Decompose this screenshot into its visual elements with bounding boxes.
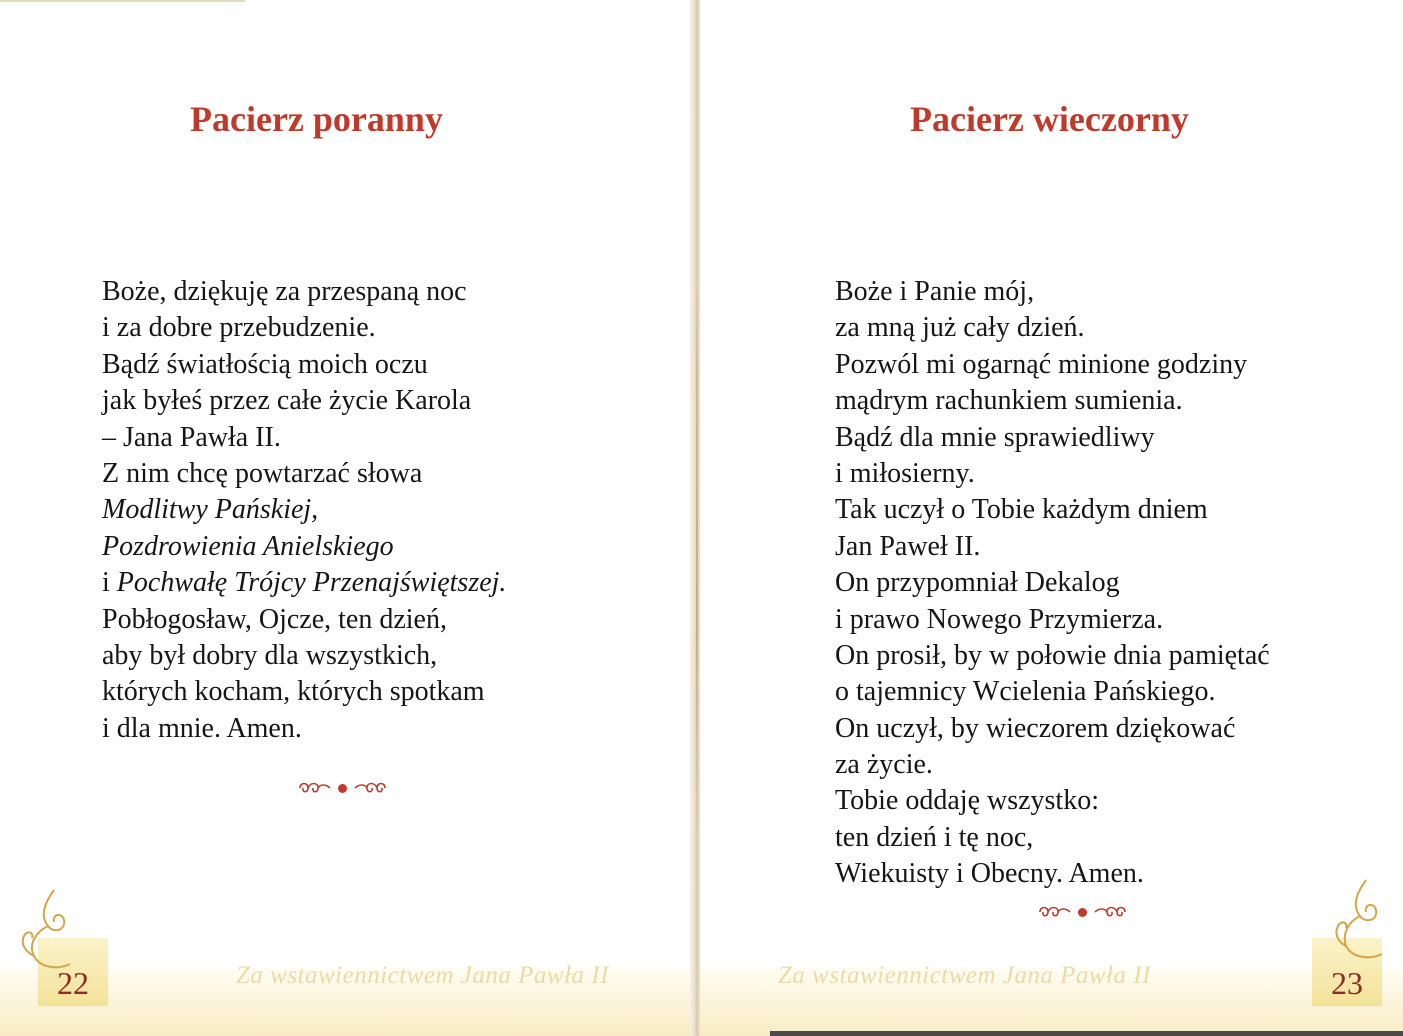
prayer-text	[102, 274, 506, 747]
prayer-line: Boże, dziękuję za przespaną noc	[102, 276, 467, 307]
prayer-line: o tajemnicy Wcielenia Pańskiego.	[835, 676, 1216, 708]
prayer-line: Z nim chcę powtarzać słowa	[102, 457, 423, 489]
prayer-line: Pozwól mi ogarnąć minione godziny	[835, 348, 1248, 380]
prayer-line: Tobie oddaję wszystko:	[835, 785, 1099, 817]
footer-series-title: Za wstawiennictwem Jana Pawła II	[778, 962, 1151, 989]
scroll-ornament-right-icon	[1093, 903, 1127, 921]
red-dot-icon	[1078, 908, 1087, 917]
prayer-line: mądrym rachunkiem sumienia.	[835, 385, 1183, 417]
prayer-line: jak byłeś przez całe życie Karola	[102, 385, 472, 417]
prayer-line: za mną już cały dzień.	[835, 312, 1085, 344]
prayer-line-italic: Modlitwy Pańskiej,	[102, 494, 319, 526]
prayer-line: i za dobre przebudzenie.	[102, 312, 376, 344]
prayer-line: Jan Paweł II.	[835, 530, 981, 562]
prayer-line: i prawo Nowego Przymierza.	[835, 603, 1164, 635]
corner-flourish-icon	[14, 886, 94, 976]
page-number: 22	[57, 965, 89, 1001]
section-ornament	[298, 778, 387, 798]
prayer-line: i miłosierny.	[835, 457, 975, 489]
prayer-line: On przypomniał Dekalog	[835, 567, 1120, 599]
prayer-line-italic: Pozdrowienia Anielskiego	[102, 530, 394, 562]
prayer-line: Tak uczył o Tobie każdym dniem	[835, 494, 1208, 526]
prayer-line: Pobłogosław, Ojcze, ten dzień,	[102, 603, 447, 635]
prayer-line: za życie.	[835, 749, 933, 781]
page-title: Pacierz wieczorny	[910, 99, 1189, 139]
section-ornament	[1038, 902, 1127, 922]
prayer-line-mixed	[102, 565, 506, 601]
scroll-ornament-right-icon	[353, 779, 387, 797]
page-number: 23	[1331, 965, 1363, 1001]
prayer-line-prefix: i	[102, 567, 117, 599]
scan-bottom-edge	[770, 1031, 1403, 1036]
page-title: Pacierz poranny	[190, 99, 443, 139]
scroll-ornament-left-icon	[1038, 903, 1072, 921]
prayer-line: On prosił, by w połowie dnia pamiętać	[835, 639, 1270, 671]
prayer-line: ten dzień i tę noc,	[835, 821, 1034, 853]
footer-series-title: Za wstawiennictwem Jana Pawła II	[236, 962, 609, 989]
prayer-line: Bądź dla mnie sprawiedliwy	[835, 421, 1155, 453]
top-edge-rule	[0, 0, 245, 2]
prayer-line: aby był dobry dla wszystkich,	[102, 639, 438, 671]
red-dot-icon	[338, 784, 347, 793]
prayer-line: Bądź światłością moich oczu	[102, 348, 428, 380]
prayer-line: – Jana Pawła II.	[102, 421, 281, 453]
right-page	[700, 0, 1403, 1036]
prayer-text	[835, 274, 1270, 893]
prayer-line: Boże i Panie mój,	[835, 276, 1035, 307]
prayer-line: On uczył, by wieczorem dziękować	[835, 712, 1236, 744]
prayer-line: i dla mnie. Amen.	[102, 712, 302, 744]
corner-flourish-icon	[1332, 876, 1402, 966]
left-page	[0, 0, 693, 1036]
prayer-line-italic: Pochwałę Trójcy Przenajświętszej.	[116, 567, 507, 599]
prayer-line: których kocham, których spotkam	[102, 676, 485, 708]
scroll-ornament-left-icon	[298, 779, 332, 797]
prayer-line: Wiekuisty i Obecny. Amen.	[835, 858, 1144, 890]
